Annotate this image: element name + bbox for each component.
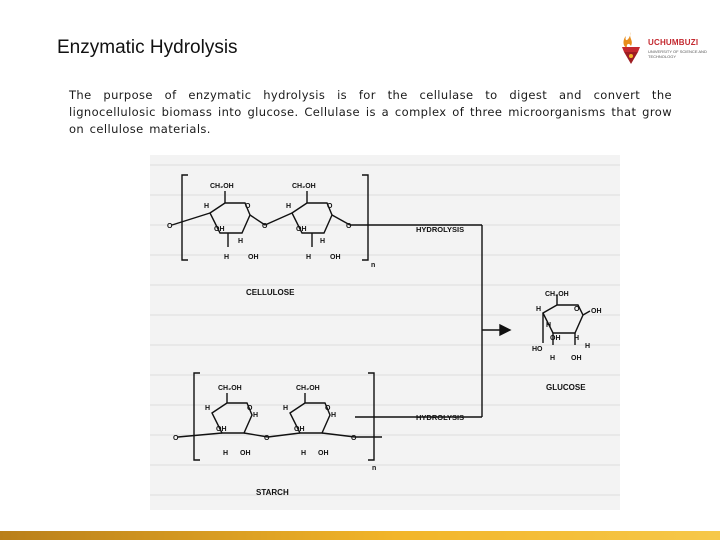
slide-body-text: The purpose of enzymatic hydrolysis is for the cellulase to digest and convert the lignocellulosic biomass into glucose. Cellulase is a complex of three microorganisms that grow on cellulose materials. bbox=[69, 88, 672, 136]
glucose-oh-3: OH bbox=[571, 355, 582, 362]
flame-emblem-icon bbox=[618, 30, 644, 66]
cellulose-h-4: H bbox=[286, 203, 292, 210]
starch-o-2: O bbox=[264, 435, 270, 442]
cellulose-o-1: O bbox=[167, 223, 173, 230]
glucose-h-5: H bbox=[550, 355, 556, 362]
starch-ch2oh-2: CH₂OH bbox=[296, 385, 320, 392]
starch-o-3: O bbox=[351, 435, 357, 442]
cellulose-oh-4: OH bbox=[330, 254, 341, 261]
starch-h-2: H bbox=[253, 412, 259, 419]
starch-oh-4: OH bbox=[318, 450, 329, 457]
starch-ch2oh-1: CH₂OH bbox=[218, 385, 242, 392]
cellulose-h-6: H bbox=[306, 254, 312, 261]
university-logo bbox=[618, 28, 710, 68]
cellulose-n: n bbox=[371, 262, 376, 269]
starch-h-1: H bbox=[205, 405, 211, 412]
slide-title: Enzymatic Hydrolysis bbox=[57, 37, 238, 58]
starch-oh-1: OH bbox=[216, 426, 227, 433]
hydrolysis-diagram bbox=[150, 155, 620, 510]
hydrolysis-label-bottom: HYDROLYSIS bbox=[416, 413, 465, 422]
glucose-label: GLUCOSE bbox=[546, 383, 586, 392]
glucose-oh-1: OH bbox=[591, 308, 602, 315]
cellulose-h-5: H bbox=[320, 238, 326, 245]
cellulose-h-3: H bbox=[224, 254, 230, 261]
starch-o-ring-2: O bbox=[325, 405, 331, 412]
cellulose-h-2: H bbox=[238, 238, 244, 245]
starch-h-3: H bbox=[283, 405, 289, 412]
cellulose-label: CELLULOSE bbox=[246, 288, 295, 297]
starch-h-5: H bbox=[223, 450, 229, 457]
starch-structure bbox=[178, 373, 382, 460]
glucose-oh-2: OH bbox=[550, 335, 561, 342]
hydrolysis-label-top: HYDROLYSIS bbox=[416, 225, 465, 234]
starch-h-4: H bbox=[331, 412, 337, 419]
glucose-ho: HO bbox=[532, 346, 543, 353]
cellulose-o-ring-2: O bbox=[327, 203, 333, 210]
cellulose-h-1: H bbox=[204, 203, 210, 210]
glucose-h-4: H bbox=[585, 343, 591, 350]
cellulose-oh-1: OH bbox=[214, 226, 225, 233]
cellulose-ch2oh-2: CH₂OH bbox=[292, 183, 316, 190]
starch-oh-3: OH bbox=[240, 450, 251, 457]
cellulose-o-2: O bbox=[262, 223, 268, 230]
cellulose-o-ring-1: O bbox=[245, 203, 251, 210]
glucose-h-3: H bbox=[574, 335, 580, 342]
glucose-ch2oh: CH₂OH bbox=[545, 291, 569, 298]
glucose-h-1: H bbox=[536, 306, 542, 313]
starch-oh-2: OH bbox=[294, 426, 305, 433]
starch-h-6: H bbox=[301, 450, 307, 457]
logo-name: UCHUMBUZI bbox=[648, 38, 699, 47]
starch-o-1: O bbox=[173, 435, 179, 442]
cellulose-oh-2: OH bbox=[248, 254, 259, 261]
starch-o-ring-1: O bbox=[247, 405, 253, 412]
footer-bar bbox=[0, 531, 720, 540]
starch-label: STARCH bbox=[256, 488, 289, 497]
starch-n: n bbox=[372, 465, 377, 472]
glucose-o-ring: O bbox=[574, 306, 580, 313]
cellulose-oh-3: OH bbox=[296, 226, 307, 233]
cellulose-o-3: O bbox=[346, 223, 352, 230]
glucose-h-2: H bbox=[546, 322, 552, 329]
logo-subtitle: UNIVERSITY OF SCIENCE AND TECHNOLOGY bbox=[648, 49, 707, 59]
hydrolysis-diagram-svg bbox=[150, 155, 620, 510]
cellulose-ch2oh-1: CH₂OH bbox=[210, 183, 234, 190]
